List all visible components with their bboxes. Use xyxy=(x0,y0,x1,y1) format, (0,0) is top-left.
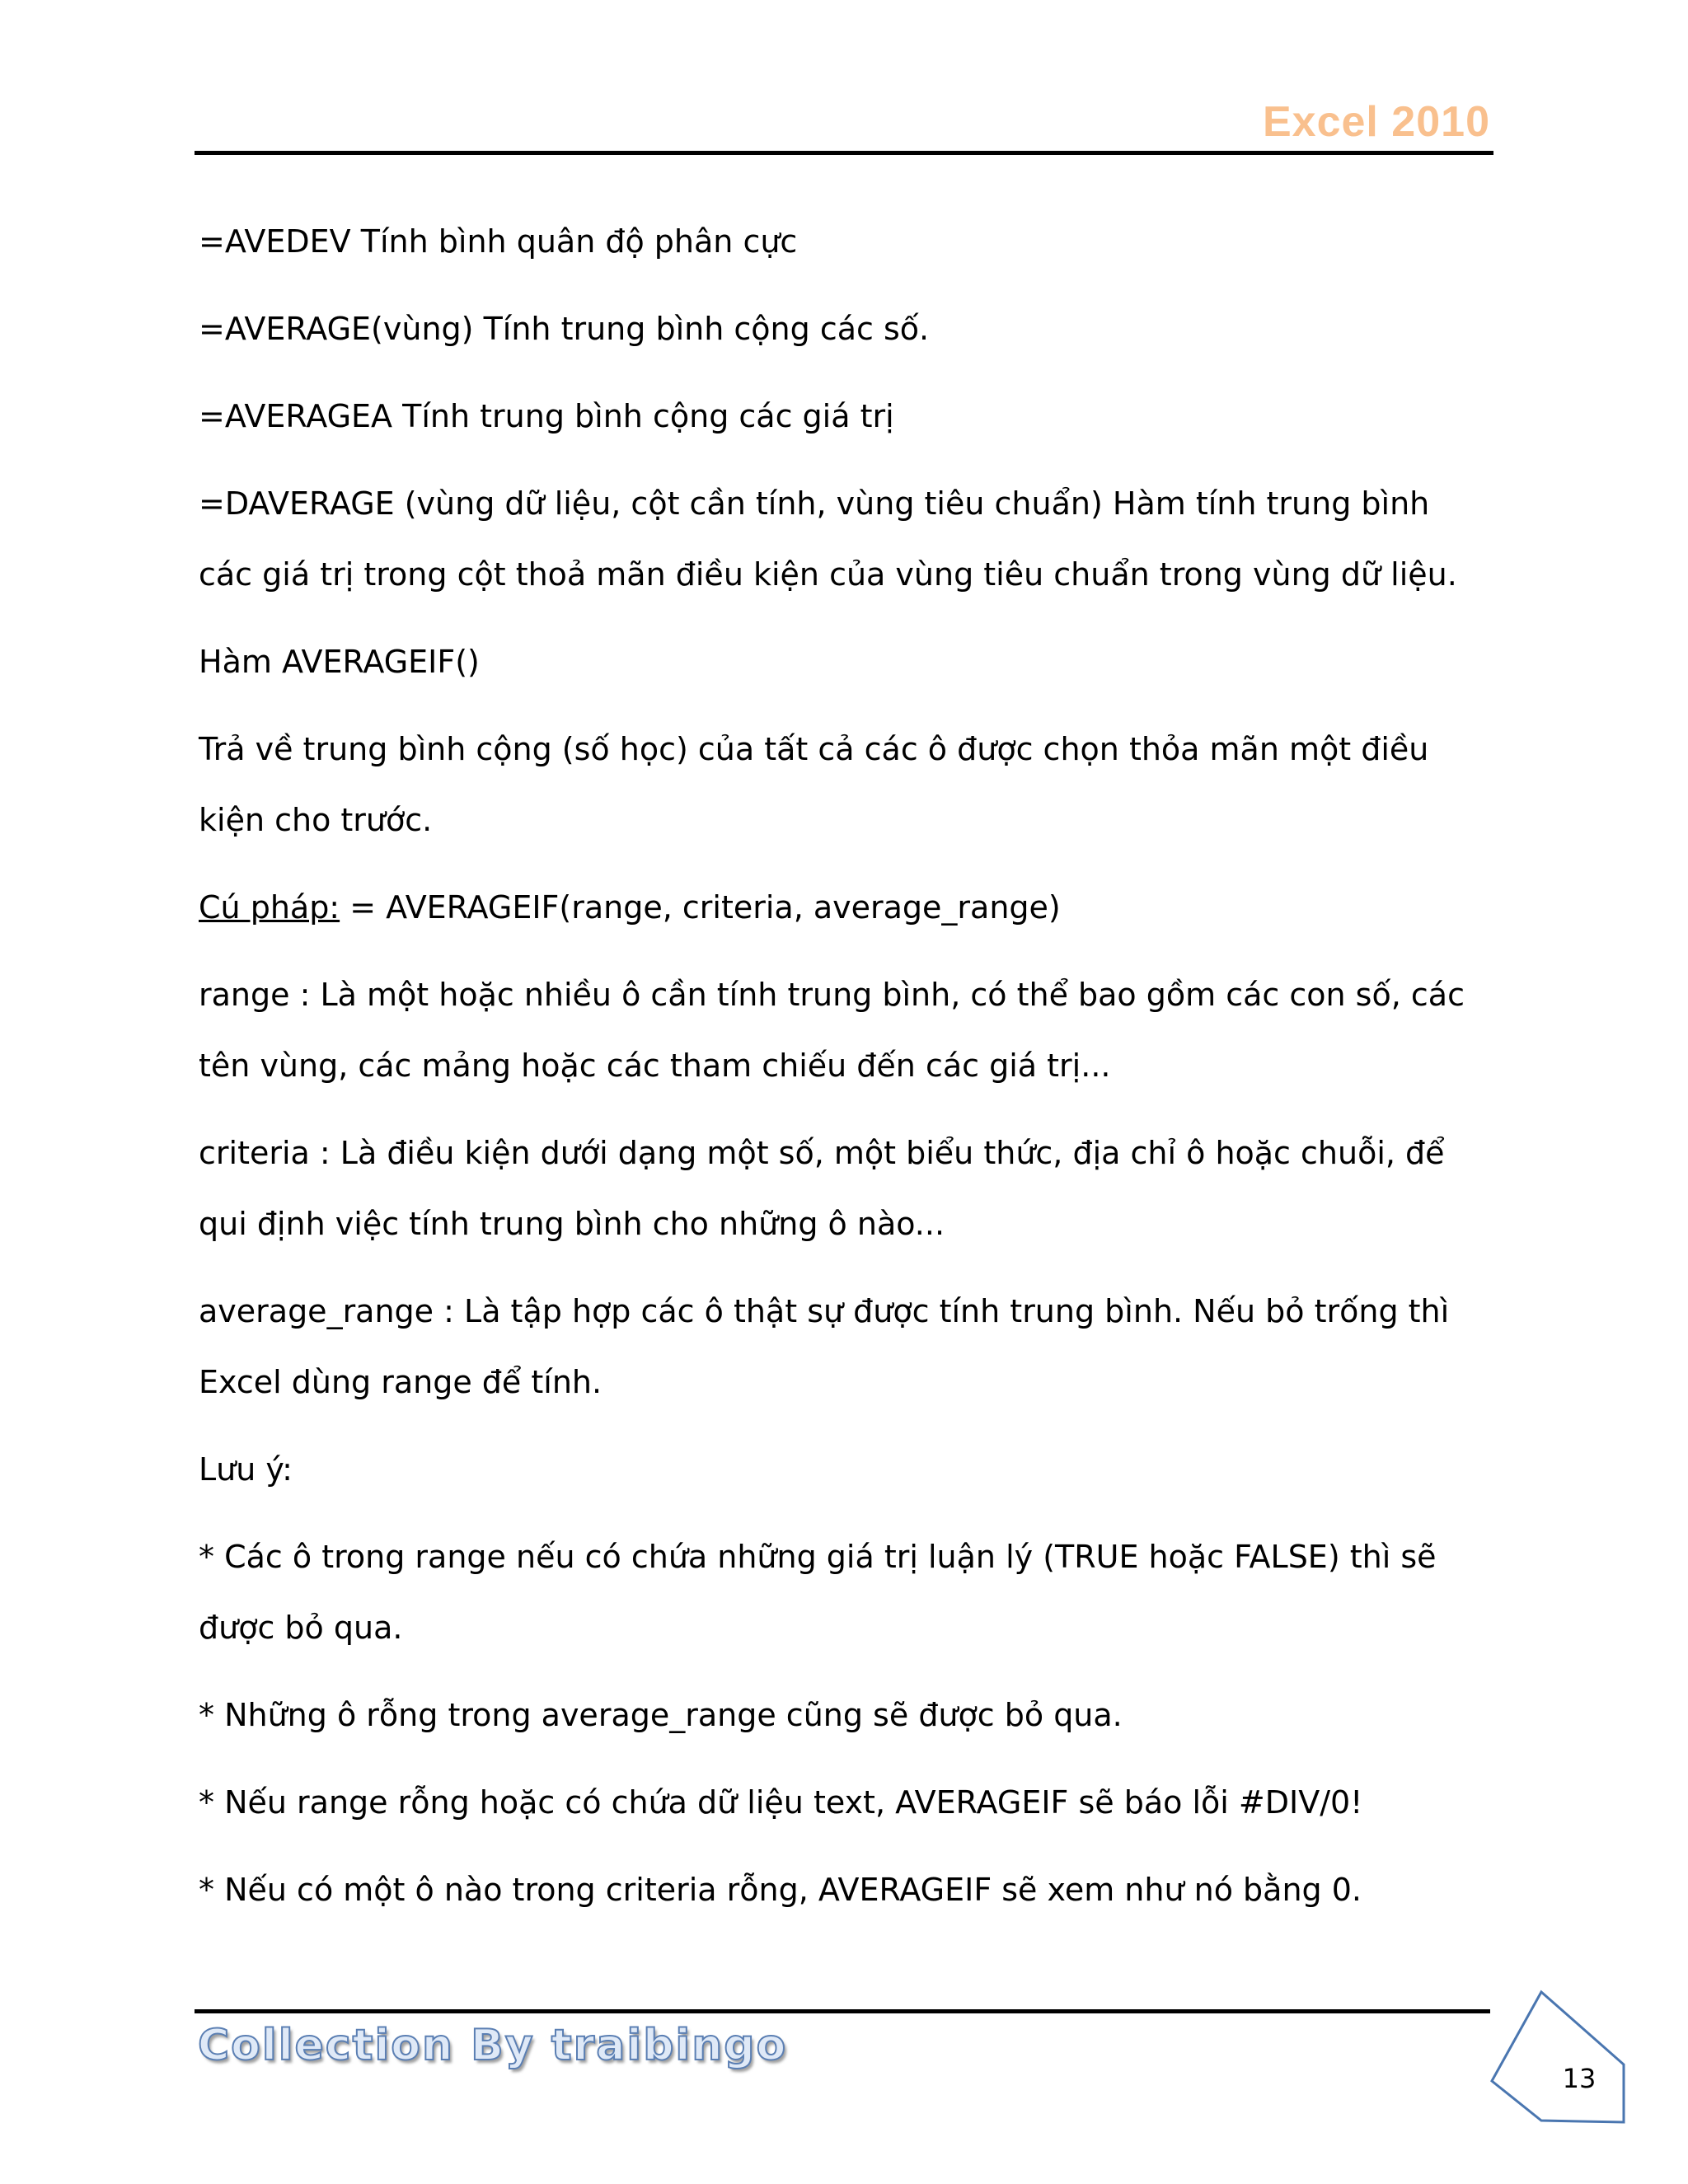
page-number-tab xyxy=(1484,1982,1632,2130)
paragraph-averagea: =AVERAGEA Tính trung bình cộng các giá trị xyxy=(199,398,894,434)
document-body xyxy=(199,206,1493,1942)
note-heading: Lưu ý: xyxy=(199,1451,293,1488)
paragraph-criteria: criteria : Là điều kiện dưới dạng một số, một biểu thức, địa chỉ ô hoặc chuỗi, để qui định việc tính trung bình cho những ô nào... xyxy=(199,1135,1445,1242)
note-item-2: * Những ô rỗng trong average_range cũng sẽ được bỏ qua. xyxy=(199,1697,1123,1733)
syntax-label: Cú pháp: xyxy=(199,889,340,926)
paragraph-average-range: average_range : Là tập hợp các ô thật sự được tính trung bình. Nếu bỏ trống thì Excel dùng range để tính. xyxy=(199,1293,1450,1400)
syntax-formula: = AVERAGEIF(range, criteria, average_range) xyxy=(340,889,1061,926)
page-number: 13 xyxy=(1562,2063,1597,2094)
paragraph-range: range : Là một hoặc nhiều ô cần tính trung bình, có thể bao gồm các con số, các tên vùng, các mảng hoặc các tham chiếu đến các giá trị... xyxy=(199,977,1465,1084)
note-item-1: * Các ô trong range nếu có chứa những giá trị luận lý (TRUE hoặc FALSE) thì sẽ được bỏ qua. xyxy=(199,1539,1437,1646)
heading-averageif: Hàm AVERAGEIF() xyxy=(199,644,480,680)
footer-collection-text: Collection By traibingo xyxy=(198,2021,788,2070)
paragraph-avedev: =AVEDEV Tính bình quân độ phân cực xyxy=(199,223,798,260)
note-item-4: * Nếu có một ô nào trong criteria rỗng, AVERAGEIF sẽ xem như nó bằng 0. xyxy=(199,1872,1362,1908)
syntax-line xyxy=(199,872,1493,943)
header-rule xyxy=(195,151,1493,155)
header-title: Excel 2010 xyxy=(1262,98,1490,146)
paragraph-averageif-description: Trả về trung bình cộng (số học) của tất cả các ô được chọn thỏa mãn một điều kiện cho trước. xyxy=(199,731,1429,838)
page-tab-shape-icon xyxy=(1484,1982,1632,2130)
paragraph-average: =AVERAGE(vùng) Tính trung bình cộng các số. xyxy=(199,311,930,347)
paragraph-daverage: =DAVERAGE (vùng dữ liệu, cột cần tính, vùng tiêu chuẩn) Hàm tính trung bình các giá trị trong cột thoả mãn điều kiện của vùng tiêu chuẩn trong vùng dữ liệu. xyxy=(199,485,1457,593)
footer-rule xyxy=(195,2009,1490,2013)
note-item-3: * Nếu range rỗng hoặc có chứa dữ liệu text, AVERAGEIF sẽ báo lỗi #DIV/0! xyxy=(199,1784,1363,1821)
